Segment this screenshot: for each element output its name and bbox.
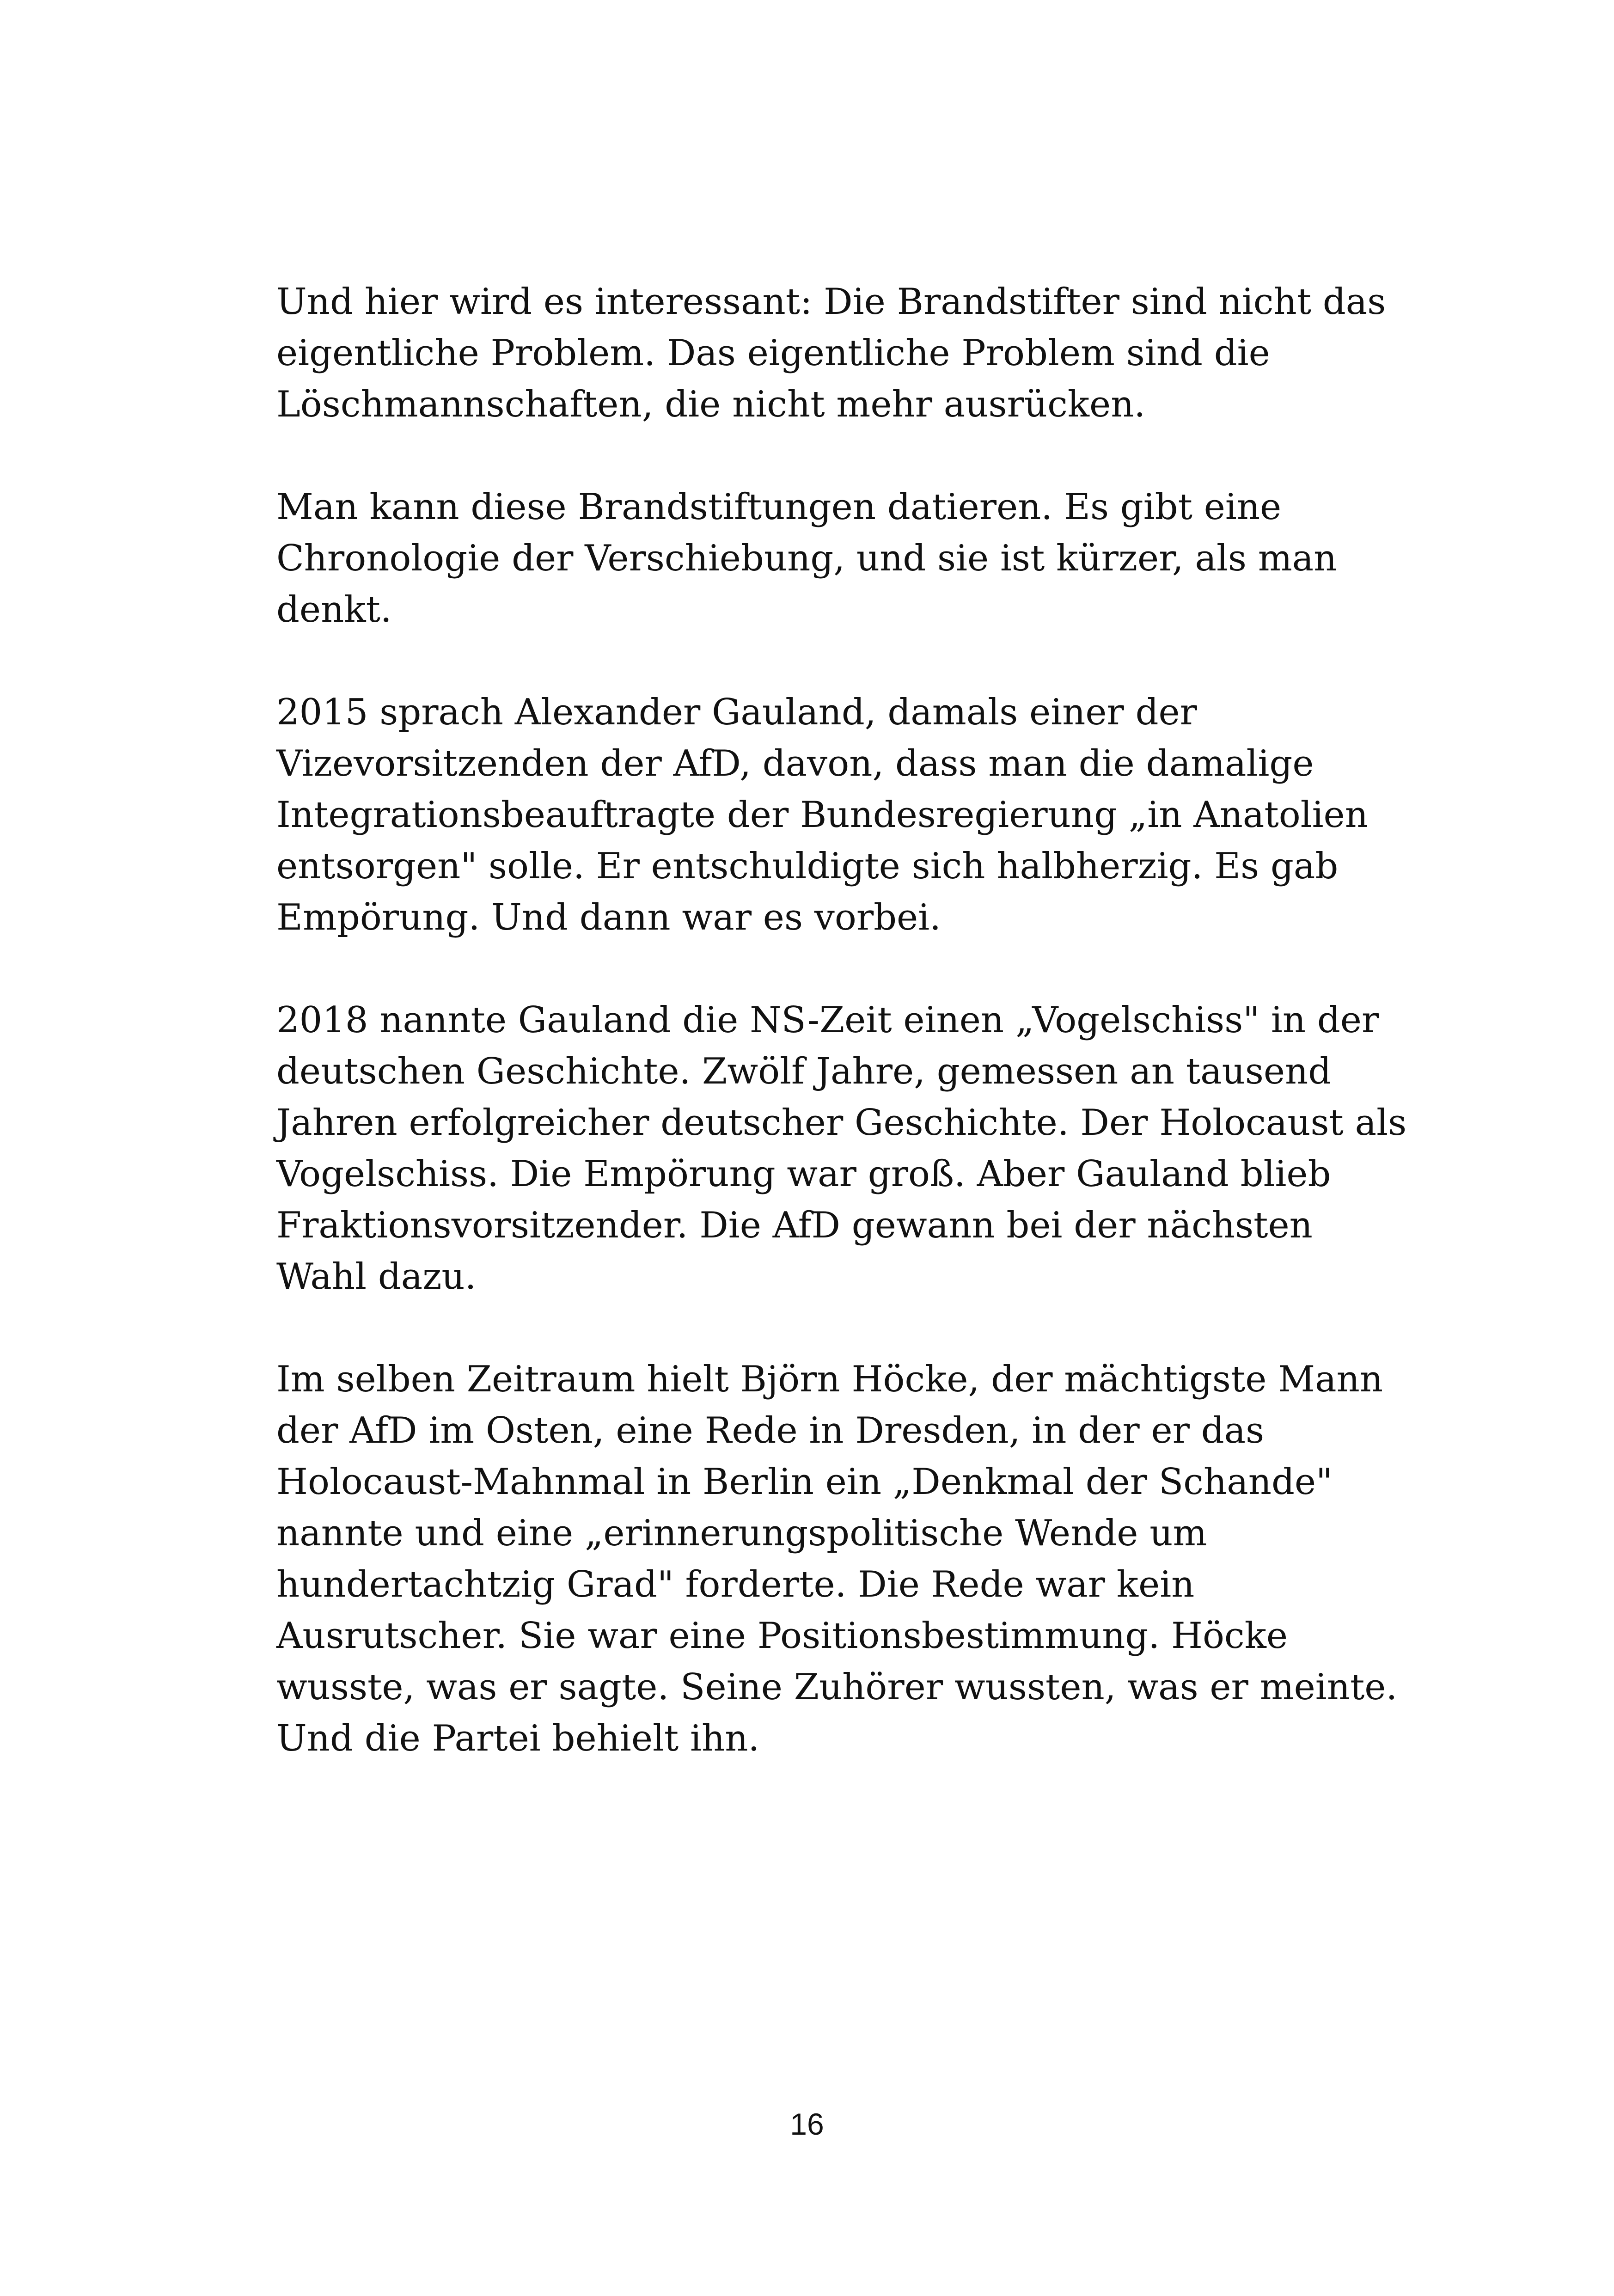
paragraph-2	[276, 482, 1363, 636]
body-text	[276, 276, 1407, 1816]
page-number: 16	[790, 2107, 824, 2141]
text-line: Im selben Zeitraum hielt Björn Höcke, der mächtigste Mann	[276, 1359, 1383, 1400]
text-line: hundertachtzig Grad" forderte. Die Rede war kein	[276, 1564, 1195, 1605]
paragraph-4	[276, 995, 1407, 1303]
text-line: Holocaust-Mahnmal in Berlin ein „Denkmal der Schande"	[276, 1461, 1333, 1503]
text-line: denkt.	[276, 589, 392, 631]
text-line: Fraktionsvorsitzender. Die AfD gewann bei der nächsten	[276, 1205, 1313, 1246]
text-line: Chronologie der Verschiebung, und sie ist kürzer, als man	[276, 538, 1337, 579]
text-line: entsorgen" solle. Er entschuldigte sich halbherzig. Es gab	[276, 845, 1339, 887]
text-line: Wahl dazu.	[276, 1256, 477, 1298]
text-line: Vizevorsitzenden der AfD, davon, dass man die damalige	[276, 743, 1314, 784]
text-line: wusste, was er sagte. Seine Zuhörer wussten, was er meinte.	[276, 1666, 1398, 1708]
text-line: deutschen Geschichte. Zwölf Jahre, gemessen an tausend	[276, 1051, 1332, 1092]
text-line: der AfD im Osten, eine Rede in Dresden, in der er das	[276, 1410, 1265, 1451]
text-line: Und hier wird es interessant: Die Brandstifter sind nicht das	[276, 281, 1386, 323]
text-line: Man kann diese Brandstiftungen datieren. Es gibt eine	[276, 486, 1282, 528]
text-line: 2015 sprach Alexander Gauland, damals einer der	[276, 692, 1197, 733]
text-line: 2018 nannte Gauland die NS-Zeit einen „Vogelschiss" in der	[276, 999, 1379, 1041]
paragraph-1	[276, 276, 1386, 430]
text-line: Empörung. Und dann war es vorbei.	[276, 897, 941, 938]
text-line: nannte und eine „erinnerungspolitische Wende um	[276, 1512, 1207, 1554]
text-line: Und die Partei behielt ihn.	[276, 1718, 760, 1759]
text-line: Ausrutscher. Sie war eine Positionsbestimmung. Höcke	[276, 1615, 1288, 1657]
paragraph-5	[276, 1354, 1398, 1764]
text-line: eigentliche Problem. Das eigentliche Problem sind die	[276, 332, 1270, 374]
text-line: Jahren erfolgreicher deutscher Geschichte. Der Holocaust als	[276, 1102, 1407, 1144]
paragraph-3	[276, 687, 1368, 943]
text-line: Integrationsbeauftragte der Bundesregierung „in Anatolien	[276, 794, 1368, 836]
text-line: Vogelschiss. Die Empörung war groß. Aber Gauland blieb	[276, 1153, 1331, 1195]
text-line: Löschmannschaften, die nicht mehr ausrücken.	[276, 384, 1146, 425]
